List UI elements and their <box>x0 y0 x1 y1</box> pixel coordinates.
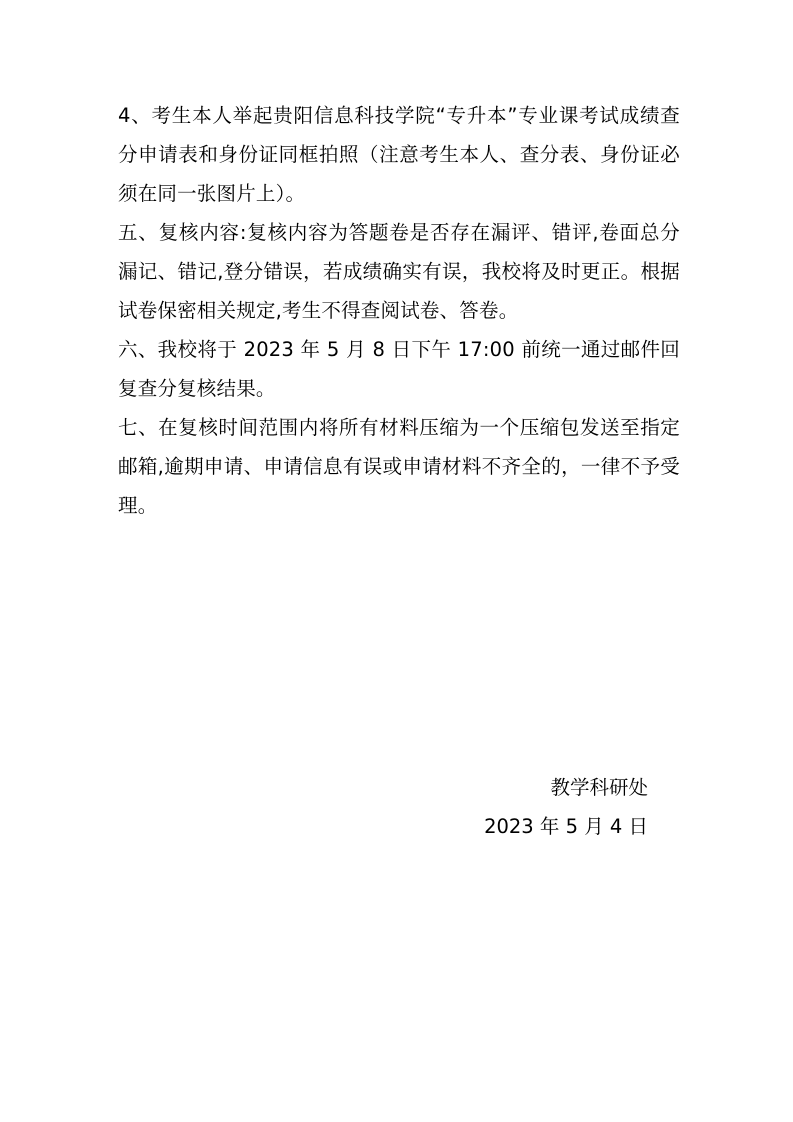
signature-block <box>118 768 680 846</box>
paragraph-section-five: 五、复核内容:复核内容为答题卷是否存在漏评、错评,卷面总分漏记、错记,登分错误，若成绩确实有误，我校将及时更正。根据试卷保密相关规定,考生不得查阅试卷、答卷。 <box>118 221 680 322</box>
document-body <box>118 96 680 525</box>
signature-date: 2023 年 5 月 4 日 <box>484 815 648 838</box>
paragraph-item-4: 4、考生本人举起贵阳信息科技学院“专升本”专业课考试成绩查分申请表和身份证同框拍照（注意考生本人、查分表、身份证必须在同一张图片上）。 <box>118 104 680 205</box>
paragraph-section-seven: 七、在复核时间范围内将所有材料压缩为一个压缩包发送至指定邮箱,逾期申请、申请信息有误或申请材料不齐全的，一律不予受理。 <box>118 416 680 517</box>
paragraph-section-six: 六、我校将于 2023 年 5 月 8 日下午 17:00 前统一通过邮件回复查分复核结果。 <box>118 338 680 400</box>
signature-department: 教学科研处 <box>550 776 648 799</box>
